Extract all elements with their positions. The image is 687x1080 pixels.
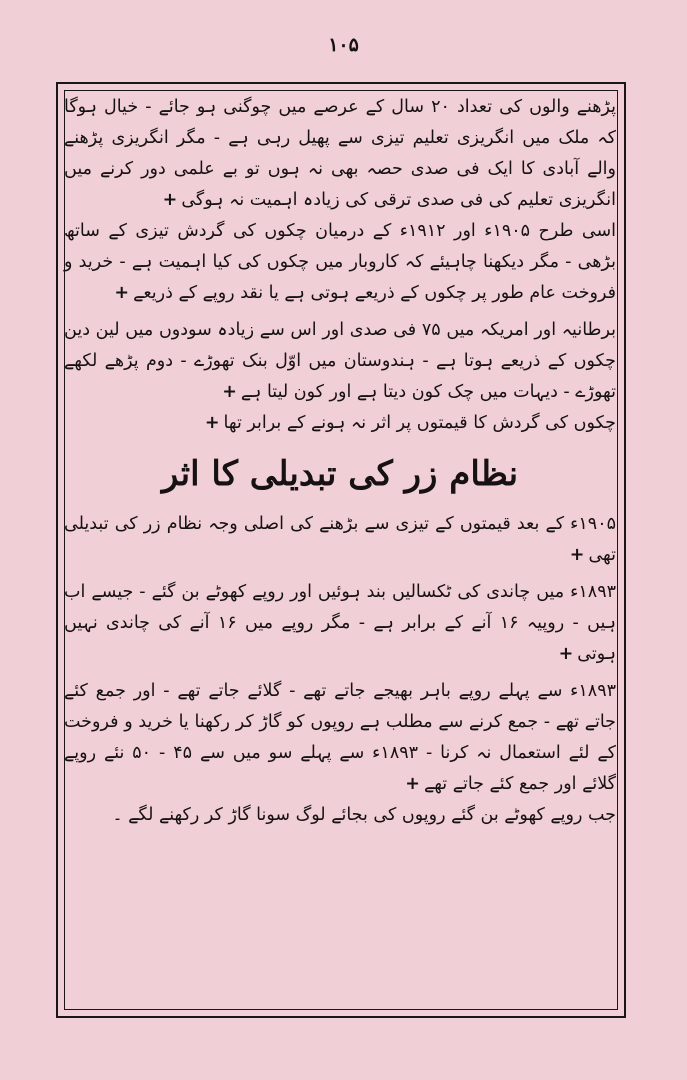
paragraph-text: برطانیہ اور امریکہ میں ۷۵ فی صدی اور اس سے زیادہ سودوں میں لین دین چکوں کے ذریعے ہوتا ہے - ہندوستان میں اوّل بنک تھوڑے - دوم پڑھے لکھے تھوڑے - دیہات میں چک کون دیتا ہے اور کون لیتا ہے bbox=[64, 320, 616, 402]
paragraph-end-marker: + bbox=[114, 283, 130, 303]
paragraph-text: ۱۸۹۳ء سے پہلے روپے باہر بھیجے جاتے تھے - گلائے جاتے تھے - اور جمع کئے جاتے تھے - جمع کرنے سے مطلب ہے روپوں کو گاڑ کر رکھنا یا خرید و فروخت کے لئے استعمال نہ کرنا - ۱۸۹۳ء سے پہلے سو میں سے ۴۵ - ۵۰ نئے روپے گلائے اور جمع کئے جاتے تھے bbox=[64, 681, 616, 794]
paragraph-end-marker: + bbox=[162, 190, 178, 210]
paragraph bbox=[64, 676, 616, 800]
paragraph bbox=[64, 315, 616, 408]
paragraph-text: چکوں کی گردش کا قیمتوں پر اثر نہ ہونے کے برابر تھا bbox=[223, 413, 616, 433]
page-number: ۱۰۵ bbox=[328, 34, 359, 56]
paragraph-text: اسی طرح ۱۹۰۵ء اور ۱۹۱۲ء کے درمیان چکوں کی گردش تیزی کے ساتھ بڑھی - مگر دیکھنا چاہیئے کہ کاروبار میں چکوں کی کیا اہمیت ہے - خرید و فروخت عام طور پر چکوں کے ذریعے ہوتی ہے یا نقد روپے کے ذریعے bbox=[64, 221, 616, 303]
paragraph-end-marker: + bbox=[222, 382, 237, 402]
paragraph-end-marker: + bbox=[558, 644, 574, 664]
paragraph bbox=[64, 509, 616, 571]
paragraph-text: ۱۹۰۵ء کے بعد قیمتوں کے تیزی سے بڑھنے کی اصلی وجہ نظام زر کی تبدیلی تھی bbox=[64, 514, 616, 565]
paragraph-text: پڑھنے والوں کی تعداد ۲۰ سال کے عرصے میں چوگنی ہو جائے - خیال ہوگا کہ ملک میں انگریزی تعلیم تیزی سے پھیل رہی ہے - مگر انگریزی پڑھنے والے آبادی کا ایک فی صدی حصہ بھی نہ ہوں تو بے علمی دور کرنے میں انگریزی تعلیم کی فی صدی ترقی کی زیادہ اہمیت نہ ہوگی bbox=[64, 97, 617, 210]
paragraph bbox=[64, 408, 616, 439]
paragraph bbox=[64, 216, 616, 309]
paragraph bbox=[64, 92, 616, 216]
paragraph bbox=[64, 577, 616, 670]
paragraph bbox=[64, 800, 616, 831]
paragraph-text: جب روپے کھوٹے بن گئے روپوں کی بجائے لوگ سونا گاڑ کر رکھنے لگے ۔ bbox=[112, 805, 616, 825]
page-body bbox=[64, 92, 616, 831]
paragraph-end-marker: + bbox=[405, 774, 420, 794]
section-heading: نظام زر کی تبدیلی کا اثر bbox=[161, 454, 519, 494]
paragraph-end-marker: + bbox=[569, 545, 585, 565]
paragraph-end-marker: + bbox=[204, 413, 220, 433]
paragraph-text: ۱۸۹۳ء میں چاندی کی ٹکسالیں بند ہوئیں اور روپے کھوٹے بن گئے - جیسے اب ہیں - روپیہ ۱۶ آنے کے برابر ہے - مگر روپے میں ۱۶ آنے کی چاندی نہیں ہوتی bbox=[64, 582, 616, 664]
